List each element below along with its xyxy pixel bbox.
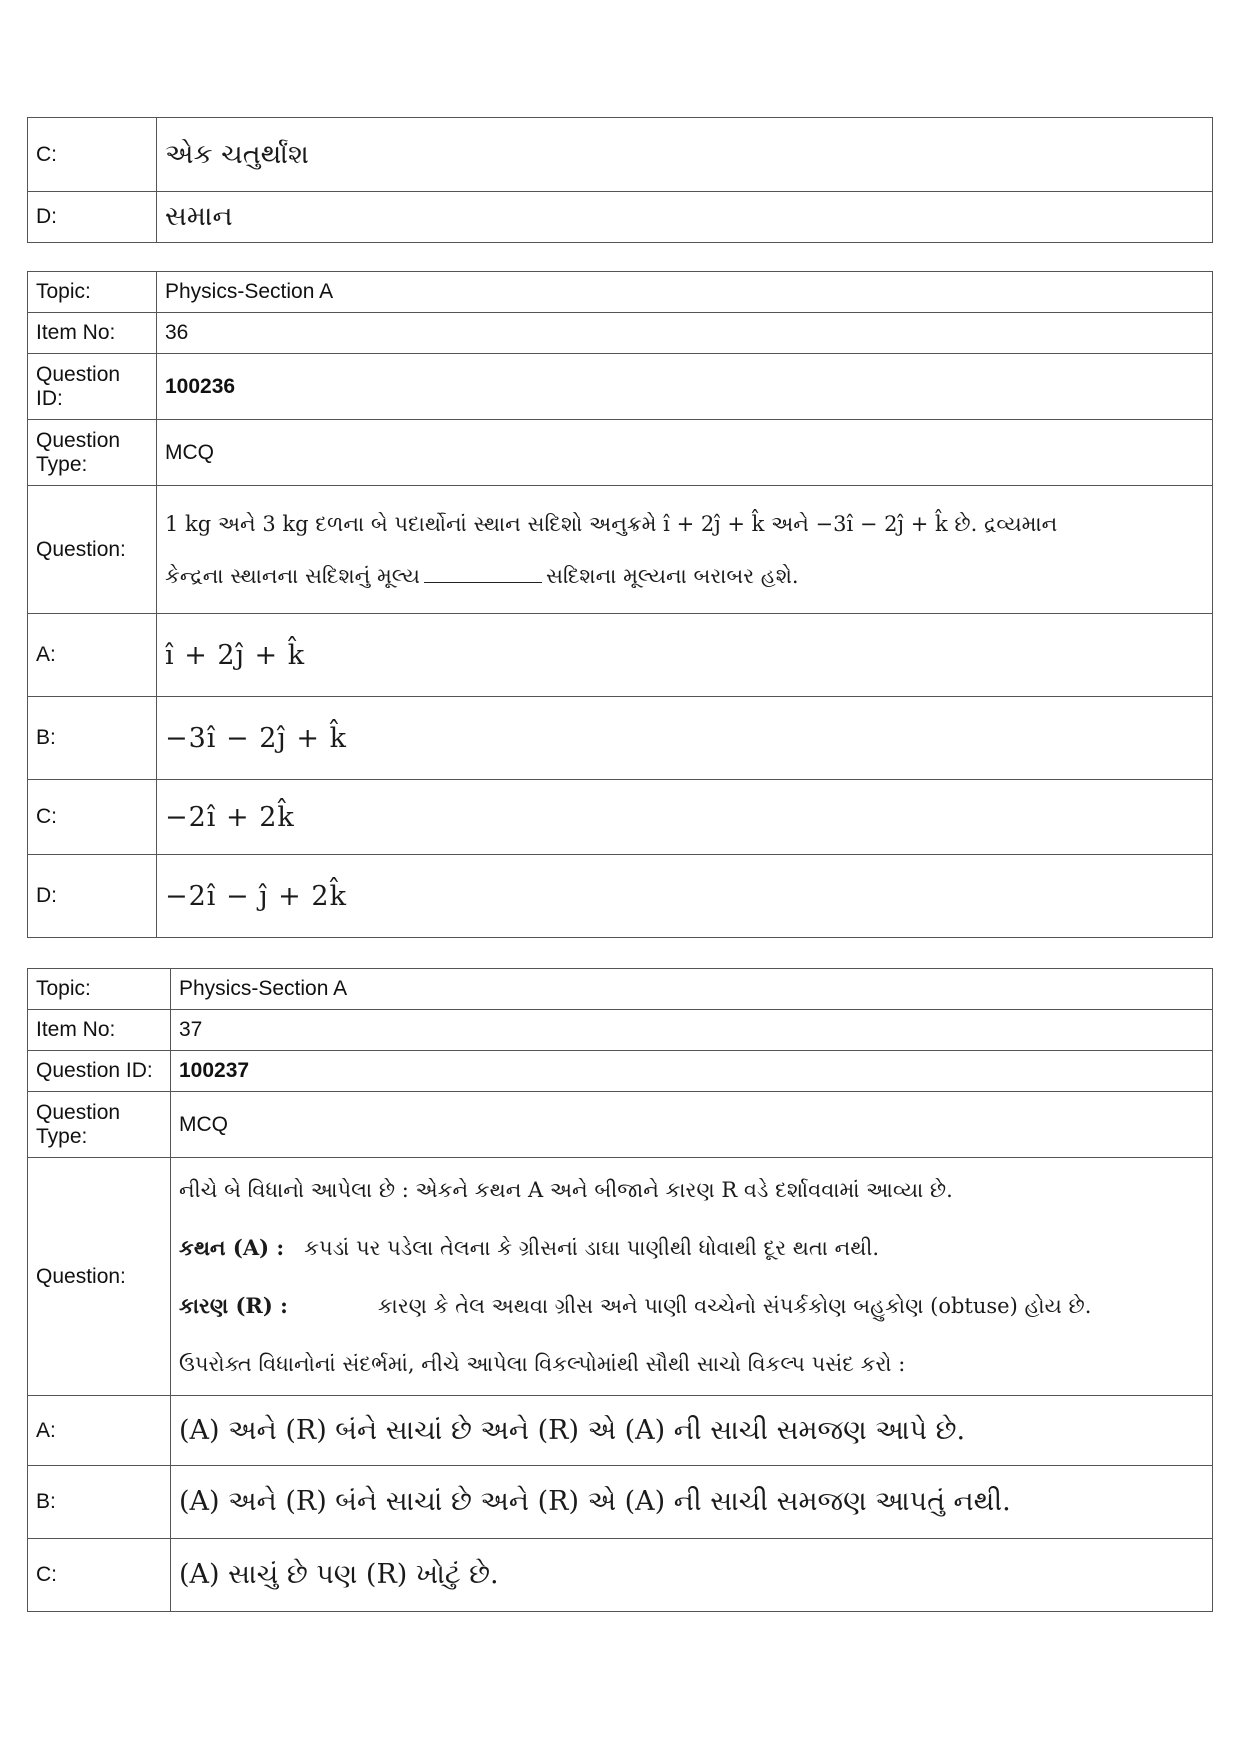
question-type-label: Question Type:: [28, 1092, 171, 1158]
reason-text: કારણ કે તેલ અથવા ગ્રીસ અને પાણી વચ્ચેનો સંપર્કકોણ બહુકોણ (obtuse) હોય છે.: [377, 1293, 1092, 1318]
question-id-text: 100236: [165, 374, 236, 398]
question-37-table: [27, 968, 1213, 1612]
answer-blank: [424, 562, 542, 583]
question-text: [171, 1158, 1213, 1396]
option-label: C:: [28, 1539, 171, 1612]
option-value: (A) અને (R) બંને સાચાં છે અને (R) એ (A) ની સાચી સમજણ આપે છે.: [171, 1396, 1213, 1466]
option-value: î + 2ĵ + k̂: [157, 614, 1213, 697]
question-line-2: [165, 561, 1204, 591]
question-instruction: ઉપરોક્ત વિધાનોનાં સંદર્ભમાં, નીચે આપેલા વિકલ્પોમાંથી સૌથી સાચો વિકલ્પ પસંદ કરો :: [179, 1351, 906, 1376]
assertion-label: કથન (A) :: [179, 1234, 285, 1260]
topic-row: [28, 969, 1213, 1010]
item-value: 36: [157, 313, 1213, 354]
option-row-a: [28, 614, 1213, 697]
topic-label: Topic:: [28, 272, 157, 313]
option-row: [28, 192, 1213, 243]
question-line-2-end: સદિશના મૂલ્યના બરાબર હશે.: [545, 563, 799, 588]
option-value: (A) સાચું છે પણ (R) ખોટું છે.: [171, 1539, 1213, 1612]
option-row-c: [28, 780, 1213, 855]
option-row-b: [28, 697, 1213, 780]
item-label: Item No:: [28, 1010, 171, 1051]
topic-value: Physics-Section A: [157, 272, 1213, 313]
option-value: સમાન: [157, 192, 1213, 243]
option-row: [28, 118, 1213, 192]
topic-label: Topic:: [28, 969, 171, 1010]
question-row: [28, 486, 1213, 614]
assertion-line: [179, 1231, 1204, 1265]
option-label: D:: [28, 192, 157, 243]
option-value: −3î − 2ĵ + k̂: [157, 697, 1213, 780]
option-value: −2î − ĵ + 2k̂: [157, 855, 1213, 938]
topic-row: [28, 272, 1213, 313]
option-label: B:: [28, 1466, 171, 1539]
option-label: A:: [28, 1396, 171, 1466]
option-label: C:: [28, 780, 157, 855]
question-id-row: [28, 1051, 1213, 1092]
question-36-table: [27, 271, 1213, 938]
option-label: D:: [28, 855, 157, 938]
item-label: Item No:: [28, 313, 157, 354]
question-type-value: MCQ: [171, 1092, 1213, 1158]
question-row: [28, 1158, 1213, 1396]
question-id-row: [28, 354, 1213, 420]
question-id-value: [157, 354, 1213, 420]
question-type-label: Question Type:: [28, 420, 157, 486]
option-row-b: [28, 1466, 1213, 1539]
question-line-1: 1 kg અને 3 kg દળના બે પદાર્થોનાં સ્થાન સદિશો અનુક્રમે î + 2ĵ + k̂ અને −3î − 2ĵ + k̂ છે. દ્રવ્યમાન: [165, 511, 1058, 536]
question-text: [157, 486, 1213, 614]
question-id-label: Question ID:: [28, 354, 157, 420]
question-line-2-start: કેન્દ્રના સ્થાનના સદિશનું મૂલ્ય: [165, 563, 420, 588]
question-intro: નીચે બે વિધાનો આપેલા છે : એકને કથન A અને બીજાને કારણ R વડે દર્શાવવામાં આવ્યા છે.: [179, 1177, 953, 1202]
option-row-d: [28, 855, 1213, 938]
question-id-label: Question ID:: [28, 1051, 171, 1092]
question-type-value: MCQ: [157, 420, 1213, 486]
option-value: (A) અને (R) બંને સાચાં છે અને (R) એ (A) ની સાચી સમજણ આપતું નથી.: [171, 1466, 1213, 1539]
option-label: B:: [28, 697, 157, 780]
option-value: એક ચતુર્થાંશ: [157, 118, 1213, 192]
option-label: C:: [28, 118, 157, 192]
question-label: Question:: [28, 486, 157, 614]
topic-value: Physics-Section A: [171, 969, 1213, 1010]
reason-label: કારણ (R) :: [179, 1292, 288, 1318]
option-label: A:: [28, 614, 157, 697]
option-row-c: [28, 1539, 1213, 1612]
item-value: 37: [171, 1010, 1213, 1051]
assertion-text: કપડાં પર પડેલા તેલના કે ગ્રીસનાં ડાઘા પાણીથી ધોવાથી દૂર થતા નથી.: [304, 1235, 880, 1260]
reason-line: [179, 1289, 1204, 1323]
question-type-row: [28, 420, 1213, 486]
item-row: [28, 313, 1213, 354]
prev-question-options-table: [27, 117, 1213, 243]
question-id-text: 100237: [179, 1059, 250, 1082]
option-row-a: [28, 1396, 1213, 1466]
option-value: −2î + 2k̂: [157, 780, 1213, 855]
item-row: [28, 1010, 1213, 1051]
question-type-row: [28, 1092, 1213, 1158]
question-label: Question:: [28, 1158, 171, 1396]
question-id-value: [171, 1051, 1213, 1092]
